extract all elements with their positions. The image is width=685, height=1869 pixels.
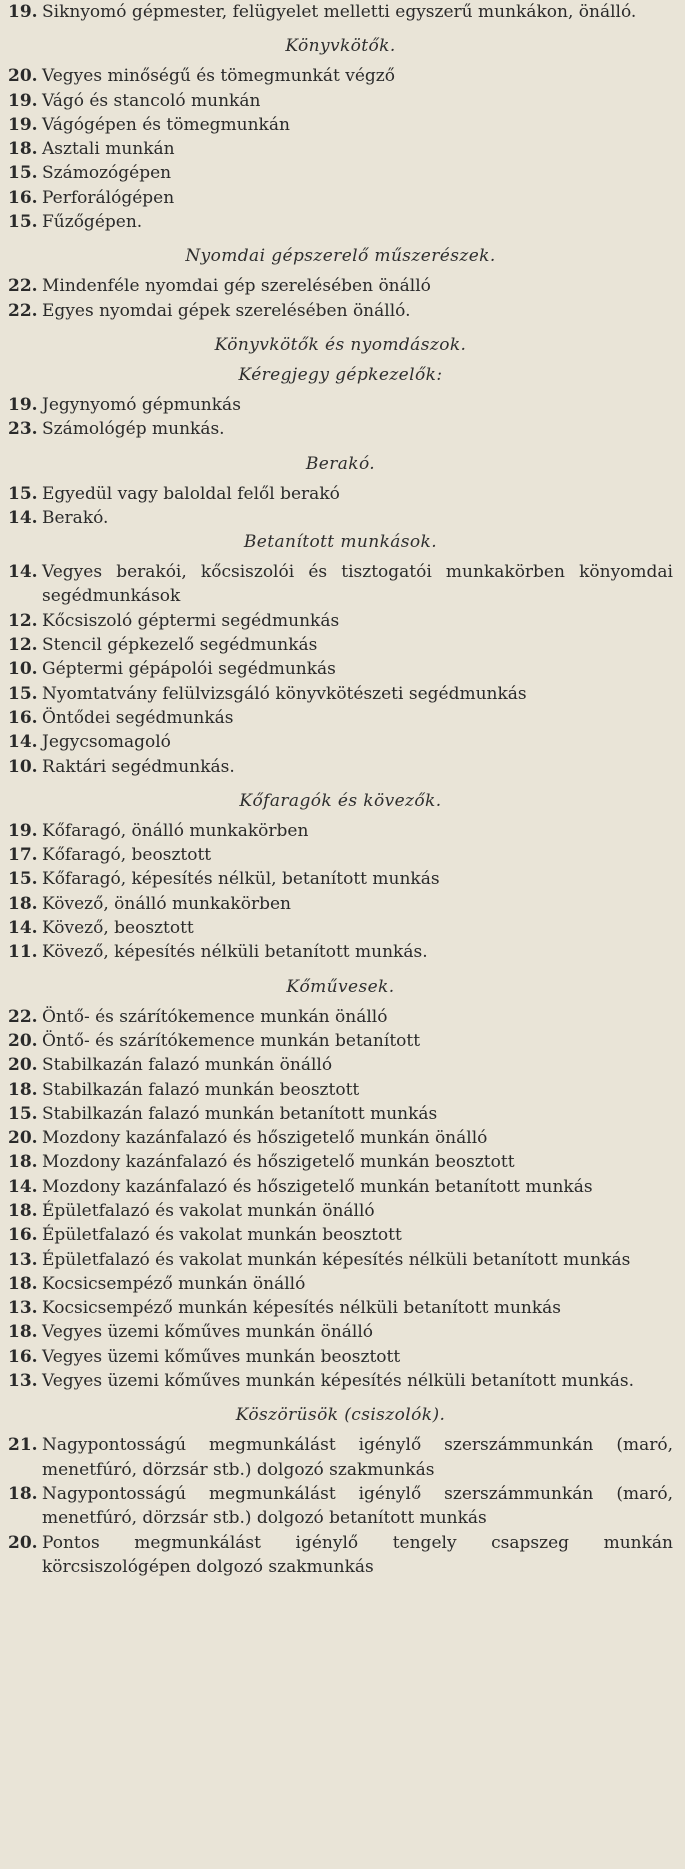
section-komuvesek [8,975,673,1394]
list-item [8,1369,673,1393]
wage-category: 19. [8,114,38,135]
section-nyomdai-gepszerelok [8,244,673,323]
wage-category: 18. [8,893,38,914]
list-item [8,843,673,867]
wage-category: 13. [8,1298,38,1319]
wage-category: 18. [8,1322,38,1343]
wage-category: 15. [8,212,38,233]
wage-category: 10. [8,659,38,680]
job-description: Vegyes üzemi kőműves munkán beosztott [42,1346,401,1367]
job-description: Raktári segédmunkás. [42,756,235,777]
job-description: Jegynyomó gépmunkás [42,394,241,415]
wage-category: 18. [8,1079,38,1100]
job-description: Kőfaragó, beosztott [42,845,212,866]
job-description: Vágógépen és tömegmunkán [42,114,290,135]
section-heading: Könyvkötők és nyomdászok. [214,334,467,355]
section-berako [8,452,673,531]
section-heading: Kőfaragók és kövezők. [239,790,442,811]
list-item [8,1248,673,1272]
job-description: Nagypontosságú megmunkálást igénylő szerszámmunkán (maró, menetfúró, dörzsár stb.) dolgozó betanított munkás [42,1483,673,1529]
wage-category: 12. [8,610,38,631]
list-item [8,393,673,417]
list-item [8,1005,673,1029]
wage-category: 18. [8,139,38,160]
wage-category: 18. [8,1152,38,1173]
wage-category: 14. [8,732,38,753]
job-description: Vegyes üzemi kőműves munkán önálló [42,1322,374,1343]
wage-category: 20. [8,1055,38,1076]
job-description: Kocsicsempéző munkán önálló [42,1273,306,1294]
job-description: Kövező, képesítés nélküli betanított munkás. [42,942,428,963]
list-item [8,706,673,730]
job-description: Vegyes minőségű és tömegmunkát végző [42,66,395,87]
wage-category: 16. [8,1346,38,1367]
list-item [8,609,673,633]
section-heading: Köszörüsök (csiszolók). [235,1405,446,1426]
section-intro [8,0,673,24]
list-item [8,916,673,940]
job-description: Asztali munkán [42,139,175,160]
wage-category: 16. [8,187,38,208]
wage-category: 14. [8,1176,38,1197]
list-item [8,560,673,609]
list-item [8,482,673,506]
job-description: Vágó és stancoló munkán [42,90,261,111]
job-description: Öntődei segédmunkás [42,707,234,728]
job-description: Mindenféle nyomdai gép szerelésében önálló [42,276,431,297]
job-description: Vegyes berakói, kőcsiszolói és tisztogatói munkakörben könyomdai segédmunkások [42,562,673,607]
wage-category: 22. [8,1006,38,1027]
list-item [8,113,673,137]
wage-category: 13. [8,1249,38,1270]
wage-category: 21. [8,1435,38,1456]
list-item [8,417,673,441]
list-item [8,161,673,185]
list-item [8,755,673,779]
wage-category: 19. [8,394,38,415]
list-item [8,1078,673,1102]
list-item [8,1175,673,1199]
wage-category: 15. [8,483,38,504]
list-item [8,1320,673,1344]
wage-category: 20. [8,1532,38,1553]
wage-category: 19. [8,2,38,22]
list-item [8,1531,673,1580]
job-description: Stabilkazán falazó munkán önálló [42,1055,333,1076]
job-description: Kövező, beosztott [42,918,194,939]
job-description: Épületfalazó és vakolat munkán önálló [42,1200,375,1221]
wage-category: 20. [8,1030,38,1051]
list-item [8,892,673,916]
list-item [8,1126,673,1150]
list-item [8,186,673,210]
list-item [8,867,673,891]
job-description: Vegyes üzemi kőműves munkán képesítés nélküli betanított munkás. [42,1371,635,1392]
list-item [8,299,673,323]
list-item [8,1102,673,1126]
wage-category: 15. [8,683,38,704]
list-item [8,1272,673,1296]
wage-category: 14. [8,562,38,583]
job-description: Mozdony kazánfalazó és hőszigetelő munkán beosztott [42,1152,515,1173]
list-item [8,1223,673,1247]
list-item [8,1150,673,1174]
wage-category: 11. [8,942,38,963]
list-item [8,940,673,964]
list-item [8,657,673,681]
job-description: Egyes nyomdai gépek szerelésében önálló. [42,300,411,321]
job-description: Mozdony kazánfalazó és hőszigetelő munkán betanított munkás [42,1176,593,1197]
list-item [8,633,673,657]
list-item [8,1029,673,1053]
list-item [8,506,673,530]
wage-category: 18. [8,1273,38,1294]
job-description: Stabilkazán falazó munkán beosztott [42,1079,360,1100]
list-item [8,64,673,88]
list-item [8,0,673,24]
list-item [8,1433,673,1482]
job-description: Épületfalazó és vakolat munkán beosztott [42,1225,402,1246]
wage-category: 23. [8,419,38,440]
list-item [8,1482,673,1531]
job-description: Öntő- és szárítókemence munkán önálló [42,1006,388,1027]
job-description: Kocsicsempéző munkán képesítés nélküli betanított munkás [42,1298,561,1319]
wage-category: 16. [8,1225,38,1246]
list-item [8,89,673,113]
list-item [8,1296,673,1320]
job-description: Kőfaragó, képesítés nélkül, betanított munkás [42,869,440,890]
list-item [8,137,673,161]
wage-category: 22. [8,300,38,321]
wage-category: 18. [8,1200,38,1221]
section-heading: Kőművesek. [286,976,395,997]
wage-category: 15. [8,163,38,184]
job-description: Számológép munkás. [42,419,225,440]
job-description: Fűzőgépen. [42,212,143,233]
job-description: Nagypontosságú megmunkálást igénylő szerszámmunkán (maró, menetfúró, dörzsár stb.) dolgozó szakmunkás [42,1435,673,1480]
section-betanitott-munkasok [8,530,673,779]
list-item [8,274,673,298]
wage-category: 16. [8,707,38,728]
job-description: Kőcsiszoló géptermi segédmunkás [42,610,340,631]
list-item [8,210,673,234]
wage-category: 19. [8,90,38,111]
section-konyvkotok [8,34,673,234]
list-item [8,1345,673,1369]
job-description: Mozdony kazánfalazó és hőszigetelő munkán önálló [42,1128,488,1149]
wage-category: 19. [8,820,38,841]
section-koszorusok [8,1403,673,1579]
section-heading: Nyomdai gépszerelő műszerészek. [185,246,496,267]
wage-category: 22. [8,276,38,297]
section-heading: Betanított munkások. [243,532,438,553]
wage-category: 20. [8,66,38,87]
list-item [8,682,673,706]
list-item [8,730,673,754]
section-konyvkotok-nyomdaszok [8,333,673,442]
list-item [8,819,673,843]
list-item [8,1199,673,1223]
job-description: Siknyomó gépmester, felügyelet melletti egyszerű munkákon, önálló. [42,2,637,22]
job-description: Géptermi gépápolói segédmunkás [42,659,336,680]
job-description: Számozógépen [42,163,172,184]
list-item [8,1053,673,1077]
job-description: Jegycsomagoló [42,732,171,753]
wage-category: 13. [8,1371,38,1392]
job-description: Kövező, önálló munkakörben [42,893,291,914]
job-description: Stabilkazán falazó munkán betanított munkás [42,1103,438,1124]
section-subheading: Kéregjegy gépkezelők: [238,364,443,385]
job-description: Kőfaragó, önálló munkakörben [42,820,309,841]
job-description: Stencil gépkezelő segédmunkás [42,635,318,656]
job-description: Berakó. [42,507,109,528]
job-description: Öntő- és szárítókemence munkán betanított [42,1030,421,1051]
wage-category: 10. [8,756,38,777]
job-description: Perforálógépen [42,187,175,208]
wage-category: 18. [8,1483,38,1504]
job-description: Nyomtatvány felülvizsgáló könyvkötészeti segédmunkás [42,683,527,704]
wage-category: 20. [8,1128,38,1149]
job-description: Egyedül vagy baloldal felől berakó [42,483,340,504]
section-heading: Könyvkötők. [285,36,396,57]
section-heading: Berakó. [305,453,376,474]
wage-category: 15. [8,1103,38,1124]
section-kofaragok-kovezok [8,789,673,965]
wage-category: 14. [8,507,38,528]
wage-category: 12. [8,635,38,656]
wage-category: 17. [8,845,38,866]
wage-category: 14. [8,918,38,939]
job-description: Pontos megmunkálást igénylő tengely csapszeg munkán körcsiszológépen dolgozó szakmunkás [42,1532,673,1577]
job-description: Épületfalazó és vakolat munkán képesítés nélküli betanított munkás [42,1249,631,1270]
wage-category: 15. [8,869,38,890]
